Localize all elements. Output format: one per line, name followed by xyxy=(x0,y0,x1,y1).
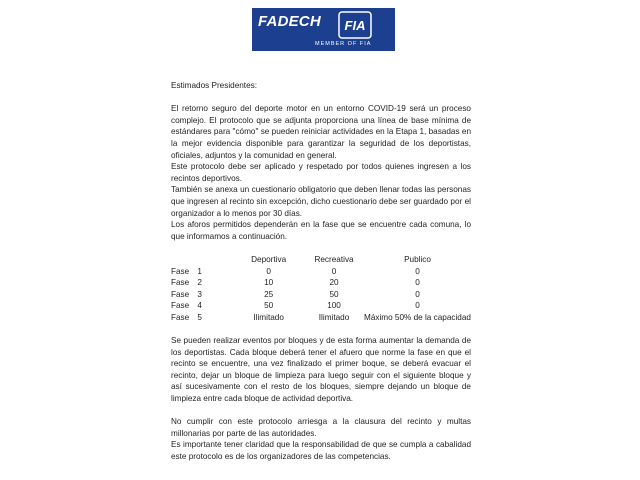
table-header-cell xyxy=(171,254,197,266)
table-cell: 10 xyxy=(264,278,274,288)
table-cell: Máximo 50% de la capacidad xyxy=(364,312,471,322)
paragraph-intro: El retorno seguro del deporte motor en un entorno COVID-19 será un proceso complejo. El protocolo que se adjunta proporciona una línea de base mínima de estándares para "cómo" se pueden reiniciar actividades en la Etapa 1, basadas en la mejor evidencia disponible para garantizar la seguridad de los deportistas, oficiales, adjuntos y la comunidad en general. xyxy=(171,104,471,160)
table-row xyxy=(171,312,471,324)
table-cell: 0 xyxy=(415,278,420,288)
paragraph-questionnaire: También se anexa un cuestionario obligatorio que deben llenar todas las personas que ingresen al recinto sin excepción, dicho cuestionario debe ser guardado por el organizador a lo menos por 30 días. xyxy=(171,185,471,218)
capacity-table xyxy=(171,254,471,324)
paragraph-protocol: Este protocolo debe ser aplicado y respetado por todos quienes ingresen a los recintos deportivos. xyxy=(171,162,471,183)
table-cell: 0 xyxy=(331,266,337,276)
table-cell: 25 xyxy=(264,289,274,299)
table-cell: Ilimitado xyxy=(253,312,284,322)
table-cell: Fase xyxy=(171,301,190,311)
table-cell: 0 xyxy=(415,266,420,276)
table-cell: 100 xyxy=(327,301,341,311)
fadech-fia-logo xyxy=(252,8,395,51)
table-header-recreativa: Recreativa xyxy=(314,254,354,264)
table-cell: 50 xyxy=(264,301,274,311)
fia-badge-icon xyxy=(338,11,372,39)
table-cell: Fase xyxy=(171,278,190,288)
table-row xyxy=(171,300,471,312)
table-row xyxy=(171,266,471,278)
table-cell: 0 xyxy=(266,266,271,276)
table-cell: 0 xyxy=(415,289,420,299)
table-cell: 3 xyxy=(197,289,202,299)
table-cell: Fase xyxy=(171,312,190,322)
paragraph-penalties: No cumplir con este protocolo arriesga a la clausura del recinto y multas millonarias por parte de las autoridades. xyxy=(171,417,471,438)
paragraph-capacity: Los aforos permitidos dependerán en la fase que se encuentre cada comuna, lo que informamos a continuación. xyxy=(171,220,471,241)
table-cell: 0 xyxy=(415,301,420,311)
table-header-publico: Publico xyxy=(404,254,431,264)
table-cell: Fase xyxy=(171,266,190,276)
table-header-deportiva: Deportiva xyxy=(251,254,287,264)
paragraph-responsibility: Es importante tener claridad que la responsabilidad de que se cumpla a cabalidad este protocolo es de los organizadores de las competencias. xyxy=(171,440,471,461)
table-cell: 2 xyxy=(197,278,202,288)
paragraph-blocks: Se pueden realizar eventos por bloques y de esta forma aumentar la demanda de los deportistas. Cada bloque deberá tener el afuero que norme la fase en que el recinto se encuentre, una vez finalizado el primer boque, se deberá evacuar el recinto, dejar un bloque de limpieza para luego seguir con el siguiente bloque y así sucesivamente con el resto de los bloques, siempre dejando un bloque de limpieza entre cada bloque de actividad deportiva. xyxy=(171,336,471,404)
table-header-row xyxy=(171,254,471,266)
fia-badge-text: FIA xyxy=(344,18,366,33)
table-row xyxy=(171,289,471,301)
table-header-cell xyxy=(197,254,233,266)
table-row xyxy=(171,277,471,289)
table-cell: 5 xyxy=(197,312,202,322)
logo-brand-text: FADECH xyxy=(258,13,321,30)
greeting: Estimados Presidentes: xyxy=(171,81,258,90)
logo-member-text: MEMBER OF FIA xyxy=(315,41,372,47)
table-cell: 50 xyxy=(329,289,339,299)
table-cell: 1 xyxy=(197,266,202,276)
letter-body xyxy=(171,80,471,463)
table-cell: Fase xyxy=(171,289,190,299)
table-cell: 4 xyxy=(197,301,202,311)
table-cell: 20 xyxy=(329,278,339,288)
table-cell: Ilimitado xyxy=(318,312,350,322)
